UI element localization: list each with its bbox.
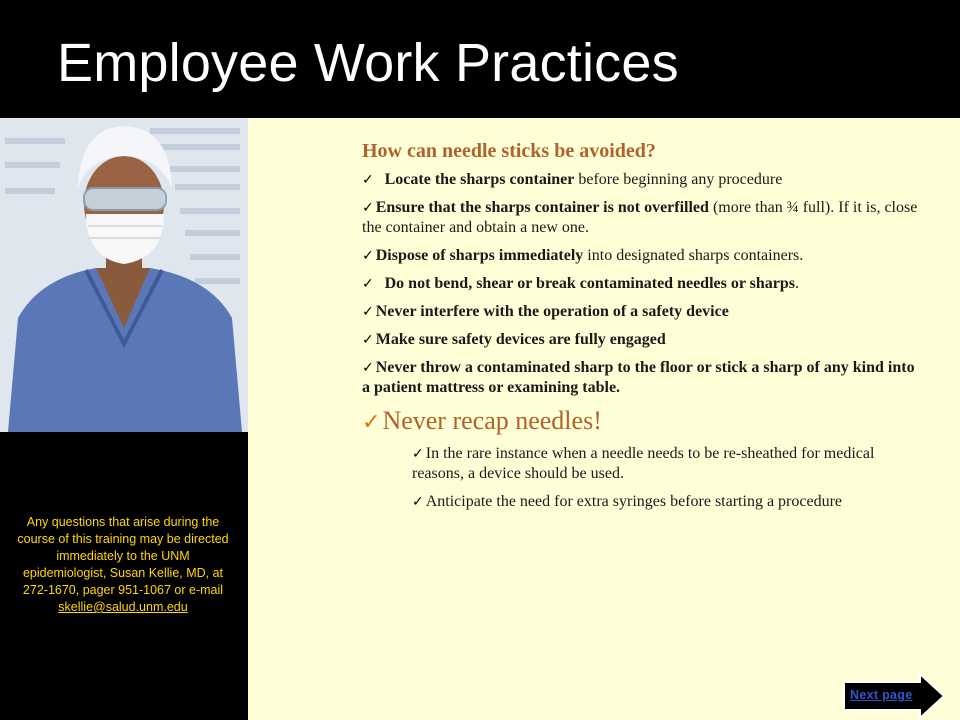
next-page-label[interactable]: Next page (850, 688, 913, 702)
next-page-button[interactable] (842, 672, 946, 720)
sub-list-item: ✓ In the rare instance when a needle needs to be re-sheathed for medical reasons, a device should be used. (412, 445, 875, 482)
title-bar (0, 0, 960, 118)
contact-info (14, 514, 232, 616)
sub-list-item: ✓ Anticipate the need for extra syringes before starting a procedure (412, 493, 842, 510)
list-item: ✓ Dispose of sharps immediately into designated sharps containers. (362, 247, 804, 264)
list-item: ✓ Do not bend, shear or break contaminated needles or sharps. (362, 275, 800, 292)
slide-title: Employee Work Practices (57, 33, 679, 93)
list-item: ✓ Never interfere with the operation of a safety device (362, 303, 729, 320)
list-item: ✓ Locate the sharps container before beginning any procedure (362, 171, 783, 188)
content-panel (248, 118, 960, 720)
list-item: ✓ Never throw a contaminated sharp to the floor or stick a sharp of any kind into a patient mattress or examining table. (362, 359, 915, 396)
contact-text: Any questions that arise during the course of this training may be directed immediately to the UNM epidemiologist, Susan Kellie, MD, at 272-1670, pager 951-1067 or e-mail (17, 515, 229, 597)
check-icon: ✓ (362, 248, 374, 264)
practice-list (362, 170, 922, 520)
healthcare-worker-photo (0, 118, 248, 432)
check-icon: ✓ (362, 200, 374, 216)
email-link[interactable]: skellie@salud.unm.edu (58, 600, 188, 614)
check-icon: ✓ (412, 494, 424, 510)
check-icon: ✓ (362, 360, 374, 376)
highlight-item: ✓Never recap needles! (362, 406, 602, 435)
check-icon: ✓ (362, 410, 381, 435)
check-icon: ✓ (362, 172, 379, 188)
check-icon: ✓ (362, 304, 374, 320)
list-item: ✓ Ensure that the sharps container is not overfilled (more than ¾ full). If it is, close the container and obtain a new one. (362, 199, 918, 236)
sidebar (0, 432, 248, 720)
check-icon: ✓ (362, 276, 379, 292)
check-icon: ✓ (412, 446, 424, 462)
question-heading: How can needle sticks be avoided? (362, 140, 656, 162)
healthcare-worker-image (0, 118, 248, 432)
check-icon: ✓ (362, 332, 374, 348)
list-item: ✓ Make sure safety devices are fully engaged (362, 331, 666, 348)
